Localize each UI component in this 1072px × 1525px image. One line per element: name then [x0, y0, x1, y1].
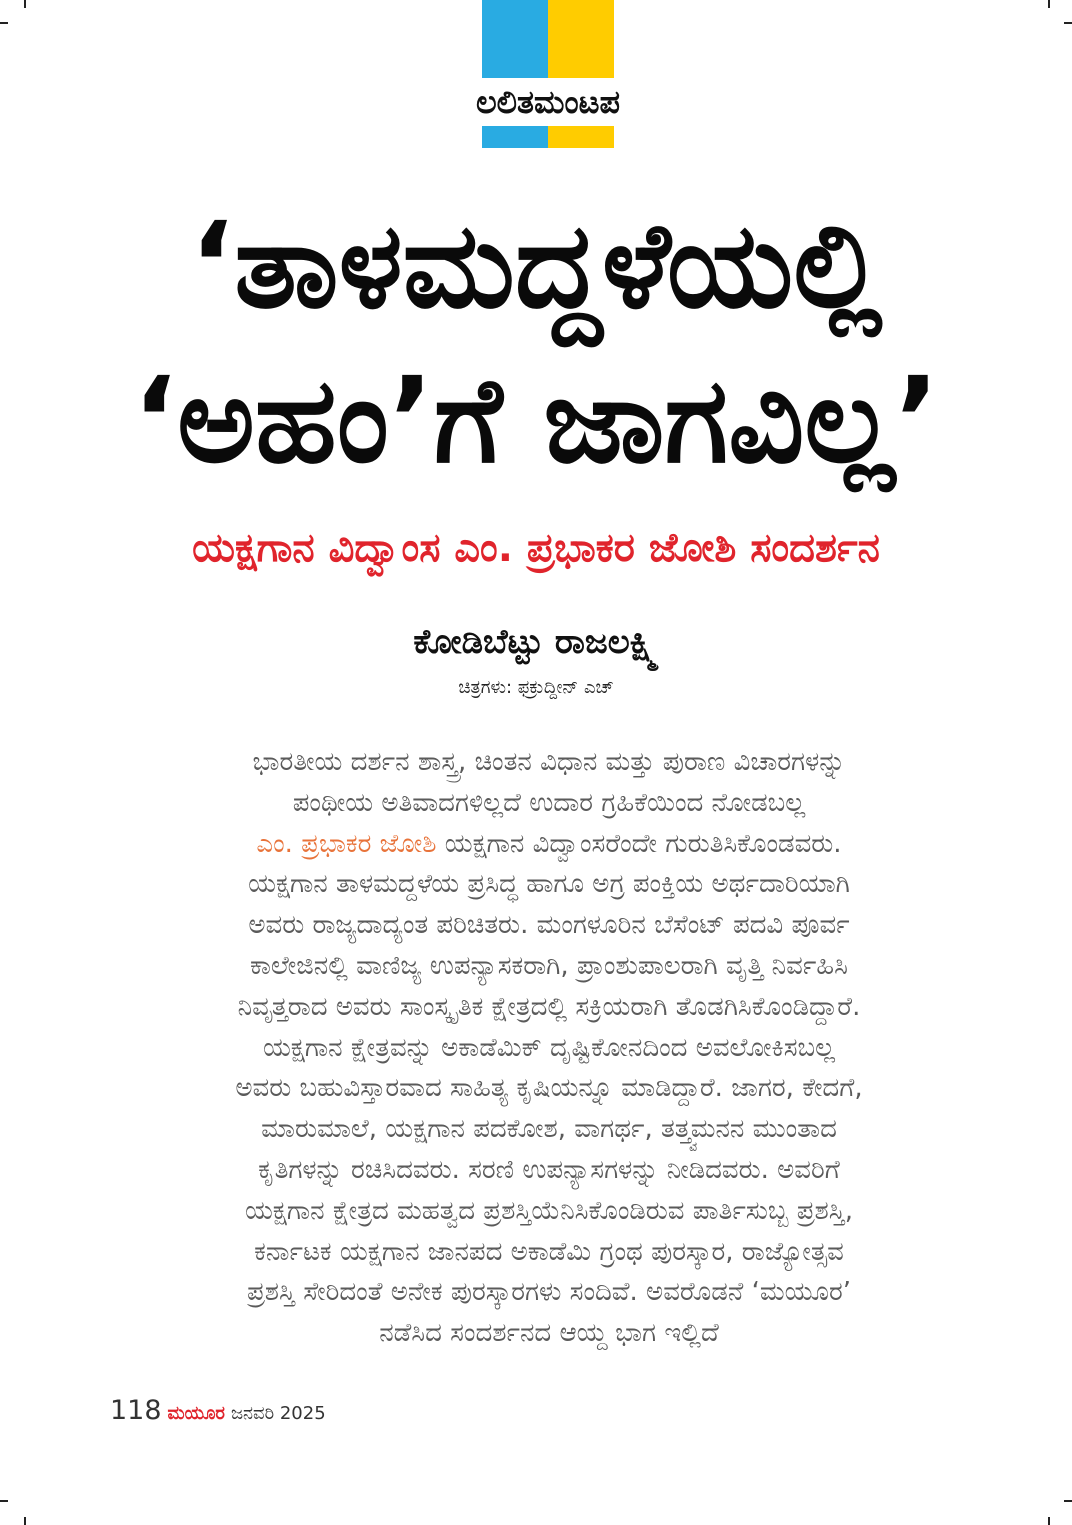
section-logo-yellow-bottom	[548, 126, 614, 148]
section-logo-blue-top	[482, 0, 548, 78]
intro-line: ಪ್ರಶಸ್ತಿ ಸೇರಿದಂತೆ ಅನೇಕ ಪುರಸ್ಕಾರಗಳು ಸಂದಿವೆ. ಅವರೊಡನೆ ‘ಮಯೂರ’	[246, 1277, 852, 1308]
intro-line: ಕೃತಿಗಳನ್ನು ರಚಿಸಿದವರು. ಸರಣಿ ಉಪನ್ಯಾಸಗಳನ್ನು ನೀಡಿದವರು. ಅವರಿಗೆ	[258, 1154, 840, 1185]
intro-line: ಯಕ್ಷಗಾನ ತಾಳಮದ್ದಳೆಯ ಪ್ರಸಿದ್ಧ ಹಾಗೂ ಅಗ್ರ ಪಂಕ್ತಿಯ ಅರ್ಥದಾರಿಯಾಗಿ	[248, 869, 850, 900]
intro-line: ನಡೆಸಿದ ಸಂದರ್ಶನದ ಆಯ್ದ ಭಾಗ ಇಲ್ಲಿದೆ	[379, 1318, 719, 1349]
intro-line: ಅವರು ರಾಜ್ಯದಾದ್ಯಂತ ಪರಿಚಿತರು. ಮಂಗಳೂರಿನ ಬೆಸೆಂಟ್ ಪದವಿ ಪೂರ್ವ	[248, 910, 850, 941]
section-logo-blue-bottom	[482, 126, 548, 148]
subtitle: ಯಕ್ಷಗಾನ ವಿದ್ವಾಂಸ ಎಂ. ಪ್ರಭಾಕರ ಜೋಶಿ ಸಂದರ್ಶನ	[192, 525, 880, 571]
intro-line: ಪಂಥೀಯ ಅತಿವಾದಗಳಿಲ್ಲದೆ ಉದಾರ ಗ್ರಹಿಕೆಯಿಂದ ನೋಡಬಲ್ಲ	[292, 787, 806, 818]
crop-mark-bottom-left	[0, 1500, 8, 1502]
photo-credit: ಚಿತ್ರಗಳು: ಫಕ್ರುದ್ದೀನ್ ಎಚ್	[458, 677, 614, 698]
intro-line: ಯಕ್ಷಗಾನ ಕ್ಷೇತ್ರವನ್ನು ಅಕಾಡೆಮಿಕ್ ದೃಷ್ಟಿಕೋನದಿಂದ ಅವಲೋಕಿಸಬಲ್ಲ	[262, 1032, 836, 1063]
section-label: ಲಲಿತಮಂಟಪ	[475, 83, 621, 121]
intro-line: ಯಕ್ಷಗಾನ ಕ್ಷೇತ್ರದ ಮಹತ್ವದ ಪ್ರಶಸ್ತಿಯೆನಿಸಿಕೊಂಡಿರುವ ಪಾರ್ತಿಸುಬ್ಬ ಪ್ರಶಸ್ತಿ,	[244, 1195, 854, 1226]
headline-line-2: ‘ಅಹಂ’ಗೆ ಜಾಗವಿಲ್ಲ’	[132, 351, 940, 489]
intro-line-rest: ಯಕ್ಷಗಾನ ವಿದ್ವಾಂಸರೆಂದೇ ಗುರುತಿಸಿಕೊಂಡವರು.	[436, 828, 842, 859]
page-number: 118	[110, 1395, 162, 1426]
crop-mark-top-right-v	[1048, 0, 1050, 8]
intro-line: ಮಾರುಮಾಲೆ, ಯಕ್ಷಗಾನ ಪದಕೋಶ, ವಾಗರ್ಥ, ತತ್ತ್ವಮನನ ಮುಂತಾದ	[261, 1114, 837, 1145]
crop-mark-bottom-left-v	[24, 1517, 26, 1525]
crop-mark-bottom-right	[1064, 1500, 1072, 1502]
section-logo-yellow-top	[548, 0, 614, 78]
author-name: ಕೋಡಿಬೆಟ್ಟು ರಾಜಲಕ್ಷ್ಮಿ	[413, 622, 659, 662]
intro-line	[118, 824, 980, 865]
intro-line: ಅವರು ಬಹುವಿಸ್ತಾರವಾದ ಸಾಹಿತ್ಯ ಕೃಷಿಯನ್ನೂ ಮಾಡಿದ್ದಾರೆ. ಜಾಗರ, ಕೇದಗೆ,	[235, 1073, 863, 1104]
issue-date: ಜನವರಿ 2025	[230, 1403, 326, 1424]
crop-mark-top-right	[1064, 22, 1072, 24]
page-footer	[110, 1394, 326, 1431]
magazine-logo: ಮಯೂರ	[167, 1403, 225, 1424]
crop-mark-top-left	[0, 22, 8, 24]
intro-paragraph	[118, 742, 980, 1354]
crop-mark-top-left-v	[24, 0, 26, 8]
section-logo	[482, 0, 614, 148]
crop-mark-bottom-right-v	[1048, 1517, 1050, 1525]
intro-line: ಭಾರತೀಯ ದರ್ಶನ ಶಾಸ್ತ್ರ, ಚಿಂತನ ವಿಧಾನ ಮತ್ತು ಪುರಾಣ ವಿಚಾರಗಳನ್ನು	[252, 747, 846, 777]
headline-line-1: ‘ತಾಳಮದ್ದಳೆಯಲ್ಲಿ	[189, 196, 883, 334]
interviewee-name: ಎಂ. ಪ್ರಭಾಕರ ಜೋಶಿ	[256, 828, 437, 859]
intro-line: ಕರ್ನಾಟಕ ಯಕ್ಷಗಾನ ಜಾನಪದ ಅಕಾಡೆಮಿ ಗ್ರಂಥ ಪುರಸ್ಕಾರ, ರಾಜ್ಯೋತ್ಸವ	[254, 1236, 844, 1267]
intro-line: ನಿವೃತ್ತರಾದ ಅವರು ಸಾಂಸ್ಕೃತಿಕ ಕ್ಷೇತ್ರದಲ್ಲಿ ಸಕ್ರಿಯರಾಗಿ ತೊಡಗಿಸಿಕೊಂಡಿದ್ದಾರೆ.	[237, 991, 861, 1022]
intro-line: ಕಾಲೇಜಿನಲ್ಲಿ ವಾಣಿಜ್ಯ ಉಪನ್ಯಾಸಕರಾಗಿ, ಪ್ರಾಂಶುಪಾಲರಾಗಿ ವೃತ್ತಿ ನಿರ್ವಹಿಸಿ	[250, 950, 848, 981]
